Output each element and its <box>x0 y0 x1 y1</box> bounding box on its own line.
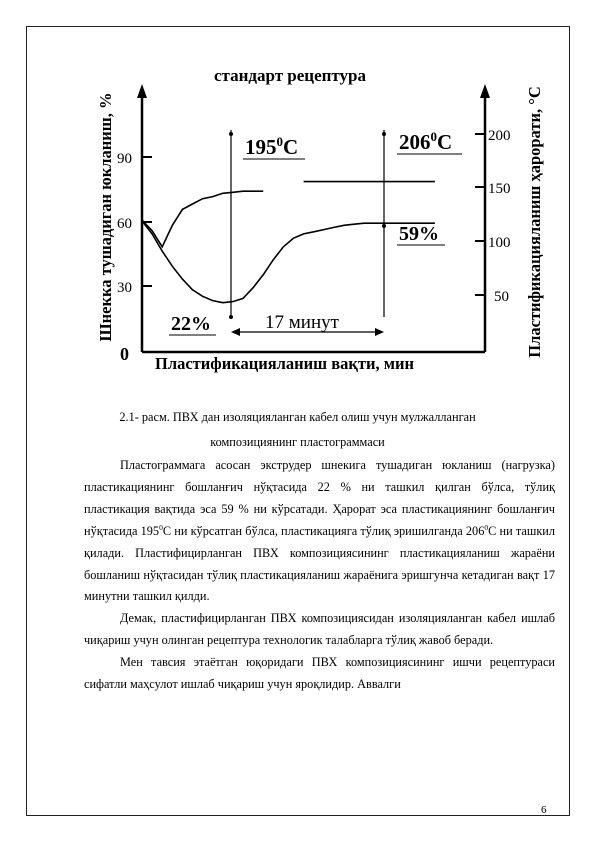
y-right-axis-label: Пластификацияланиш ҳарорати, °C <box>525 86 544 358</box>
temp-end-annotation: $206^0C$ <box>399 129 453 154</box>
marker-point <box>229 132 233 136</box>
y-left-tick-label: 60 <box>117 216 132 232</box>
figure-caption-line1: 2.1- расм. ПВХ дан изоляцияланган кабел олиш учун мулжалланган <box>119 410 476 424</box>
plastogram-chart <box>90 62 550 382</box>
y-right-tick-label: 50 <box>494 289 509 305</box>
y-right-tick-label: 100 <box>488 235 511 251</box>
left-axis-arrow <box>137 84 147 98</box>
duration-arrow-left-head <box>231 328 240 336</box>
body-text <box>84 455 555 696</box>
y-left-tick-label: 30 <box>117 280 132 296</box>
page-number: 6 <box>541 804 547 816</box>
y-left-axis-label: Шнекка тушадиган юкланиш, % <box>96 92 115 342</box>
y-right-tick-label: 200 <box>488 128 511 144</box>
x-axis-label: Пластификацияланиш вақти, мин <box>155 354 415 373</box>
paragraph-3: Мен тавсия этаётган юқоридаги ПВХ композициясининг ишчи рецептураси сифатли маҳсулот ишлаб чиқариш учун яроқлидир. Аввалги <box>84 655 555 692</box>
paragraph-1: Пластограммага асосан экструдер шнекига тушадиган юкланиш (нагрузка) пластикациянинг бошланғич нўқтасида 22 % ни ташкил қилган бўлса, тўлиқ пластикация вақтида эса 59 % ни кўрсатади. Ҳарорат эса пластикациянинг бошланғич нўқтасида $195^0С$ ни кўрсатган бўлса, пластикацияга тўлиқ эришилганда $206^0С$ ни ташкил қилади. Пластифицирланган ПВХ композициясининг пластикацияланиш жараёни бошланиш нўқтасидан тўлиқ пластикацияланиш жараёнига эришгунча кетадиган вақт 17 минутни ташкил қилди. <box>84 458 556 604</box>
chart-title: стандарт рецептура <box>213 66 367 85</box>
paragraph-2: Демак, пластифицирланган ПВХ композициясидан изоляцияланган кабел ишлаб чиқариш учун олинган рецептура технологик талабларга тўлиқ жавоб беради. <box>84 611 555 648</box>
marker-point <box>382 224 386 228</box>
marker-point <box>229 315 233 319</box>
duration-arrow-right-head <box>375 328 384 336</box>
y-left-tick-label: 90 <box>117 151 132 167</box>
duration-annotation: 17 минут <box>265 312 339 333</box>
load-final-annotation: 59% <box>399 223 439 245</box>
figure-caption-line2: композициянинг пластограммаси <box>210 435 385 449</box>
marker-point <box>382 132 386 136</box>
y-right-tick-label: 150 <box>488 181 511 197</box>
load-min-annotation: 22% <box>171 313 211 335</box>
series-line-load-0 <box>142 221 435 303</box>
temp-start-annotation: $195^0C$ <box>245 134 299 159</box>
right-tick-marks <box>475 134 485 295</box>
chart-series-group <box>142 182 435 303</box>
right-axis-arrow <box>480 84 490 98</box>
series-line-temperature-1 <box>142 191 263 247</box>
y-left-tick-label: 0 <box>120 344 129 364</box>
